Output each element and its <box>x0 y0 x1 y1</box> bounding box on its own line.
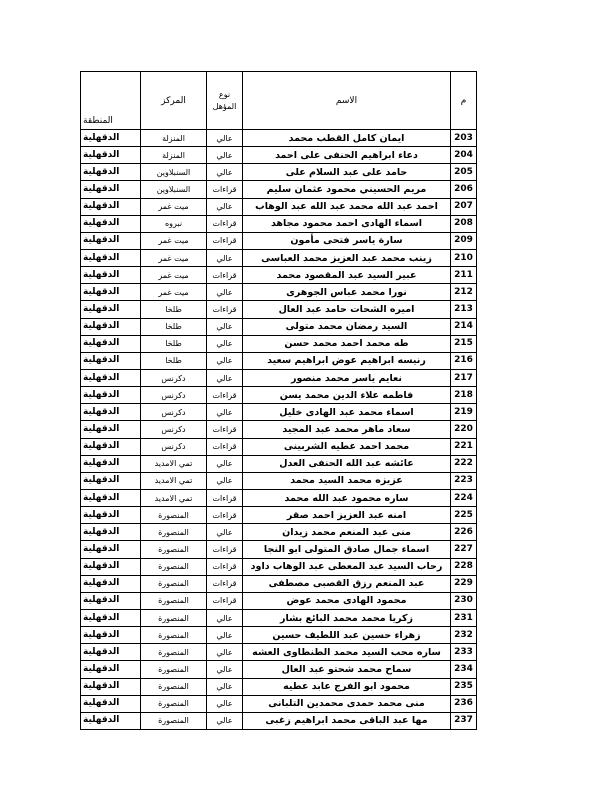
name-cell: سماح محمد شحتو عبد العال <box>243 661 451 678</box>
number-cell: 206 <box>451 181 477 198</box>
center-cell: نبروه <box>141 215 207 232</box>
region-cell: الدقهلية <box>81 267 141 284</box>
region-header: المنطقة <box>81 72 141 130</box>
number-cell: 230 <box>451 592 477 609</box>
center-cell: دكرنس <box>141 421 207 438</box>
qualification-header: نوع المؤهل <box>207 72 243 130</box>
table-row <box>81 644 477 661</box>
number-cell: 228 <box>451 558 477 575</box>
center-cell: المنصورة <box>141 558 207 575</box>
number-cell: 234 <box>451 661 477 678</box>
center-cell: ميت غمر <box>141 267 207 284</box>
name-cell: سارة ياسر فتحى مأمون <box>243 232 451 249</box>
region-cell: الدقهلية <box>81 524 141 541</box>
region-cell: الدقهلية <box>81 421 141 438</box>
number-cell: 237 <box>451 712 477 729</box>
name-cell: رحاب السيد عبد المعطى عبد الوهاب داود <box>243 558 451 575</box>
center-cell: ميت غمر <box>141 284 207 301</box>
center-cell: دكرنس <box>141 369 207 386</box>
table-row <box>81 369 477 386</box>
name-cell: طه محمد احمد محمد حسن <box>243 335 451 352</box>
qualification-cell: عالي <box>207 335 243 352</box>
qualification-cell: قراءات <box>207 232 243 249</box>
center-cell: المنصورة <box>141 712 207 729</box>
number-cell: 219 <box>451 404 477 421</box>
table-row <box>81 627 477 644</box>
region-cell: الدقهلية <box>81 489 141 506</box>
region-cell: الدقهلية <box>81 198 141 215</box>
center-cell: دكرنس <box>141 404 207 421</box>
table-row <box>81 164 477 181</box>
table-row <box>81 489 477 506</box>
table-row <box>81 678 477 695</box>
qualification-cell: عالي <box>207 644 243 661</box>
table-row <box>81 249 477 266</box>
number-cell: 220 <box>451 421 477 438</box>
qualification-cell: قراءات <box>207 438 243 455</box>
name-cell: اميره الشحات حامد عبد العال <box>243 301 451 318</box>
name-cell: محمد احمد عطيه الشربينى <box>243 438 451 455</box>
region-cell: الدقهلية <box>81 387 141 404</box>
qualification-cell: عالي <box>207 609 243 626</box>
table-row <box>81 232 477 249</box>
qualification-cell: قراءات <box>207 387 243 404</box>
name-cell: محمود ابو الفرج عابد عطيه <box>243 678 451 695</box>
region-cell: الدقهلية <box>81 472 141 489</box>
number-cell: 214 <box>451 318 477 335</box>
name-cell: دعاء ابراهيم الحنفى على احمد <box>243 147 451 164</box>
number-cell: 224 <box>451 489 477 506</box>
number-cell: 223 <box>451 472 477 489</box>
name-cell: السيد رمضان محمد متولى <box>243 318 451 335</box>
center-cell: المنصورة <box>141 661 207 678</box>
qualification-cell: قراءات <box>207 301 243 318</box>
center-cell: المنصورة <box>141 609 207 626</box>
qualification-cell: عالي <box>207 627 243 644</box>
center-cell: تمي الامديد <box>141 455 207 472</box>
qualification-cell: عالي <box>207 472 243 489</box>
center-cell: المنصورة <box>141 541 207 558</box>
table-row <box>81 181 477 198</box>
name-cell: مريم الحسيني محمود عثمان سليم <box>243 181 451 198</box>
region-cell: الدقهلية <box>81 678 141 695</box>
name-cell: زكريا محمد محمد البائع بشار <box>243 609 451 626</box>
qualification-cell: عالي <box>207 164 243 181</box>
center-cell: ميت غمر <box>141 249 207 266</box>
center-cell: المنصورة <box>141 678 207 695</box>
table-row <box>81 404 477 421</box>
region-cell: الدقهلية <box>81 661 141 678</box>
region-cell: الدقهلية <box>81 301 141 318</box>
center-cell: طلخا <box>141 335 207 352</box>
center-cell: تمي الامديد <box>141 489 207 506</box>
qualification-cell: عالي <box>207 249 243 266</box>
table-row <box>81 352 477 369</box>
qualification-cell: عالي <box>207 712 243 729</box>
qualification-cell: عالي <box>207 147 243 164</box>
region-cell: الدقهلية <box>81 215 141 232</box>
table-row <box>81 318 477 335</box>
table-row <box>81 712 477 729</box>
region-cell: الدقهلية <box>81 455 141 472</box>
name-cell: منى عبد المنعم محمد زيدان <box>243 524 451 541</box>
name-cell: ساره محمود عبد الله محمد <box>243 489 451 506</box>
name-cell: محمود الهادى محمد عوض <box>243 592 451 609</box>
region-cell: الدقهلية <box>81 592 141 609</box>
name-header: الاسم <box>243 72 451 130</box>
number-header: م <box>451 72 477 130</box>
name-cell: نعايم ياسر محمد منصور <box>243 369 451 386</box>
number-cell: 209 <box>451 232 477 249</box>
region-cell: الدقهلية <box>81 558 141 575</box>
center-cell: المنصورة <box>141 524 207 541</box>
name-cell: حامد على عبد السلام على <box>243 164 451 181</box>
qualification-cell: عالي <box>207 318 243 335</box>
header-row <box>81 72 477 130</box>
qualification-cell: قراءات <box>207 267 243 284</box>
number-cell: 216 <box>451 352 477 369</box>
center-cell: ميت غمر <box>141 232 207 249</box>
center-header: المركز <box>141 72 207 130</box>
center-cell: المنصورة <box>141 695 207 712</box>
qualification-cell: قراءات <box>207 215 243 232</box>
table-row <box>81 472 477 489</box>
number-cell: 218 <box>451 387 477 404</box>
region-cell: الدقهلية <box>81 695 141 712</box>
table-row <box>81 524 477 541</box>
center-cell: دكرنس <box>141 438 207 455</box>
table-row <box>81 387 477 404</box>
name-cell: نورا محمد عباس الجوهرى <box>243 284 451 301</box>
table-row <box>81 215 477 232</box>
region-cell: الدقهلية <box>81 438 141 455</box>
center-cell: السنبلاوين <box>141 181 207 198</box>
name-cell: ساره محب السيد محمد الطنطاوى العشه <box>243 644 451 661</box>
region-cell: الدقهلية <box>81 609 141 626</box>
name-cell: رنيسه ابراهيم عوض ابراهيم سعيد <box>243 352 451 369</box>
number-cell: 215 <box>451 335 477 352</box>
center-cell: دكرنس <box>141 387 207 404</box>
name-cell: سعاد ماهر محمد عبد المجيد <box>243 421 451 438</box>
name-cell: منى محمد حمدى محمدين التلبانى <box>243 695 451 712</box>
qualification-cell: عالي <box>207 284 243 301</box>
name-cell: اسماء محمد عبد الهادى خليل <box>243 404 451 421</box>
center-cell: المنصورة <box>141 592 207 609</box>
roster-body <box>81 130 477 730</box>
qualification-cell: قراءات <box>207 489 243 506</box>
region-cell: الدقهلية <box>81 644 141 661</box>
center-cell: ميت غمر <box>141 198 207 215</box>
number-cell: 207 <box>451 198 477 215</box>
name-cell: عبد المنعم رزق القصبى مصطفى <box>243 575 451 592</box>
center-cell: طلخا <box>141 352 207 369</box>
name-cell: عبير السيد عبد المقصود محمد <box>243 267 451 284</box>
table-row <box>81 575 477 592</box>
number-cell: 227 <box>451 541 477 558</box>
qualification-cell: قراءات <box>207 592 243 609</box>
qualification-cell: قراءات <box>207 181 243 198</box>
number-cell: 231 <box>451 609 477 626</box>
center-cell: المنصورة <box>141 507 207 524</box>
table-row <box>81 284 477 301</box>
region-cell: الدقهلية <box>81 335 141 352</box>
qualification-cell: عالي <box>207 198 243 215</box>
name-cell: احمد عبد الله محمد عبد الله عبد الوهاب <box>243 198 451 215</box>
table-row <box>81 592 477 609</box>
number-cell: 233 <box>451 644 477 661</box>
center-cell: المنصورة <box>141 575 207 592</box>
region-cell: الدقهلية <box>81 541 141 558</box>
number-cell: 208 <box>451 215 477 232</box>
name-cell: فاطمه علاء الدين محمد يسن <box>243 387 451 404</box>
number-cell: 213 <box>451 301 477 318</box>
number-cell: 212 <box>451 284 477 301</box>
table-row <box>81 558 477 575</box>
region-cell: الدقهلية <box>81 712 141 729</box>
name-cell: زهراء حسين عبد اللطيف حسين <box>243 627 451 644</box>
name-cell: امنه عبد العزيز احمد صقر <box>243 507 451 524</box>
region-cell: الدقهلية <box>81 164 141 181</box>
qualification-cell: قراءات <box>207 558 243 575</box>
number-cell: 221 <box>451 438 477 455</box>
region-cell: الدقهلية <box>81 249 141 266</box>
name-cell: ايمان كامل القطب محمد <box>243 130 451 147</box>
table-row <box>81 507 477 524</box>
center-cell: المنزلة <box>141 147 207 164</box>
number-cell: 204 <box>451 147 477 164</box>
number-cell: 236 <box>451 695 477 712</box>
table-row <box>81 130 477 147</box>
table-row <box>81 695 477 712</box>
qualification-cell: قراءات <box>207 575 243 592</box>
name-cell: عزيزه محمد السيد محمد <box>243 472 451 489</box>
number-cell: 203 <box>451 130 477 147</box>
number-cell: 205 <box>451 164 477 181</box>
region-cell: الدقهلية <box>81 352 141 369</box>
table-row <box>81 267 477 284</box>
roster-table <box>80 71 477 730</box>
number-cell: 229 <box>451 575 477 592</box>
region-cell: الدقهلية <box>81 507 141 524</box>
center-cell: طلخا <box>141 301 207 318</box>
qualification-cell: عالي <box>207 524 243 541</box>
region-cell: الدقهلية <box>81 369 141 386</box>
center-cell: طلخا <box>141 318 207 335</box>
center-cell: المنصورة <box>141 627 207 644</box>
table-row <box>81 661 477 678</box>
number-cell: 226 <box>451 524 477 541</box>
table-row <box>81 541 477 558</box>
qualification-cell: عالي <box>207 130 243 147</box>
region-cell: الدقهلية <box>81 130 141 147</box>
region-cell: الدقهلية <box>81 318 141 335</box>
center-cell: المنصورة <box>141 644 207 661</box>
number-cell: 225 <box>451 507 477 524</box>
name-cell: اسماء الهادى احمد محمود مجاهد <box>243 215 451 232</box>
qualification-cell: قراءات <box>207 421 243 438</box>
table-row <box>81 335 477 352</box>
region-cell: الدقهلية <box>81 575 141 592</box>
number-cell: 210 <box>451 249 477 266</box>
qualification-cell: عالي <box>207 369 243 386</box>
region-cell: الدقهلية <box>81 284 141 301</box>
region-cell: الدقهلية <box>81 181 141 198</box>
table-row <box>81 455 477 472</box>
number-cell: 211 <box>451 267 477 284</box>
region-cell: الدقهلية <box>81 147 141 164</box>
center-cell: المنزلة <box>141 130 207 147</box>
table-row <box>81 301 477 318</box>
number-cell: 217 <box>451 369 477 386</box>
region-cell: الدقهلية <box>81 232 141 249</box>
qualification-cell: قراءات <box>207 507 243 524</box>
table-row <box>81 147 477 164</box>
region-cell: الدقهلية <box>81 404 141 421</box>
region-cell: الدقهلية <box>81 627 141 644</box>
table-row <box>81 438 477 455</box>
table-row <box>81 198 477 215</box>
name-cell: عائشه عبد الله الحنفى العدل <box>243 455 451 472</box>
number-cell: 222 <box>451 455 477 472</box>
qualification-cell: قراءات <box>207 541 243 558</box>
table-row <box>81 609 477 626</box>
qualification-cell: عالي <box>207 404 243 421</box>
number-cell: 232 <box>451 627 477 644</box>
name-cell: مها عبد الباقى محمد ابراهيم زغبى <box>243 712 451 729</box>
center-cell: تمي الامديد <box>141 472 207 489</box>
qualification-cell: عالي <box>207 455 243 472</box>
qualification-cell: عالي <box>207 695 243 712</box>
number-cell: 235 <box>451 678 477 695</box>
center-cell: السنبلاوين <box>141 164 207 181</box>
qualification-cell: عالي <box>207 352 243 369</box>
qualification-cell: عالي <box>207 678 243 695</box>
table-row <box>81 421 477 438</box>
name-cell: اسماء جمال صادق المتولى ابو النجا <box>243 541 451 558</box>
name-cell: زينب محمد عبد العزيز محمد العباسى <box>243 249 451 266</box>
qualification-cell: عالي <box>207 661 243 678</box>
